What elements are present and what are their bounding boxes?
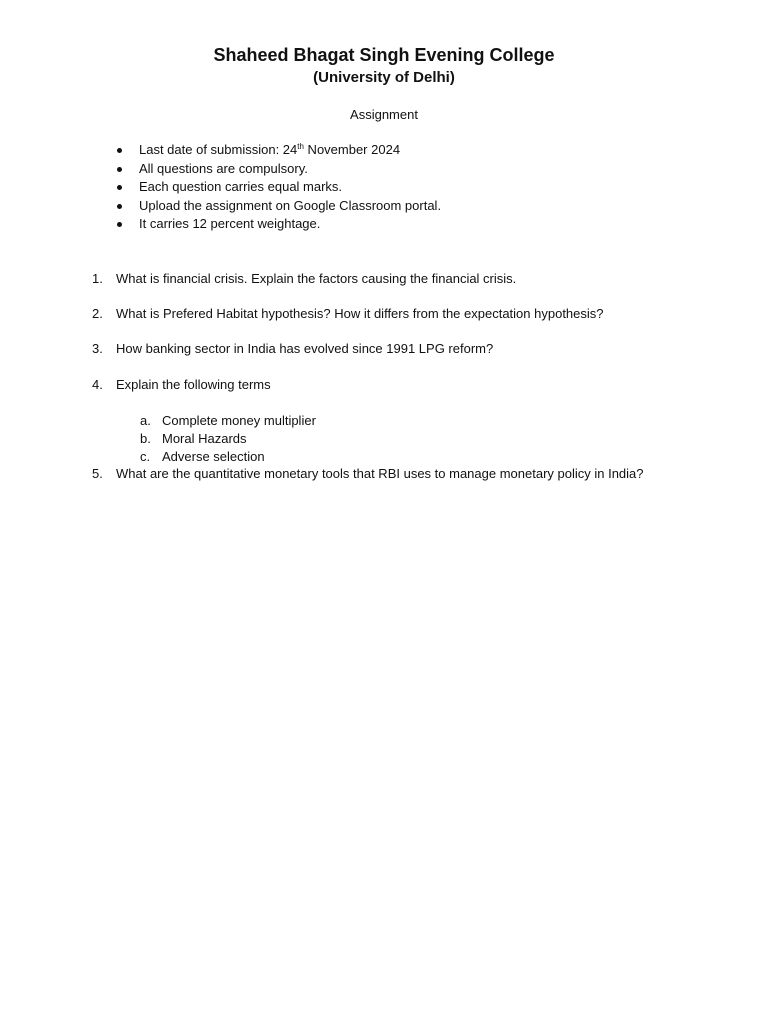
submission-date-prefix: Last date of submission: 24	[139, 142, 298, 157]
question-number: 5.	[92, 466, 103, 481]
question-2	[92, 305, 672, 323]
question-text: How banking sector in India has evolved since 1991 LPG reform?	[116, 341, 494, 356]
instruction-compulsory	[113, 160, 441, 179]
question-text: What is Prefered Habitat hypothesis? How it differs from the expectation hypothesis?	[116, 306, 604, 321]
subterm-letter: a.	[140, 413, 151, 428]
bullet-icon	[117, 222, 122, 227]
subterm-c	[140, 448, 265, 466]
question-number: 1.	[92, 271, 103, 286]
subterm-a	[140, 412, 316, 430]
bullet-icon	[117, 204, 122, 209]
instruction-text: Upload the assignment on Google Classroom portal.	[139, 197, 442, 213]
question-4	[92, 376, 672, 394]
bullet-icon	[117, 167, 122, 172]
assignment-heading: Assignment	[350, 107, 418, 122]
instructions-list	[113, 141, 441, 234]
instruction-upload	[113, 197, 441, 216]
instruction-text: Each question carries equal marks.	[139, 179, 343, 194]
question-text: Explain the following terms	[116, 377, 271, 392]
question-3	[92, 340, 672, 358]
instruction-equal-marks	[113, 178, 441, 197]
instruction-submission-date	[113, 141, 441, 160]
subterm-letter: b.	[140, 431, 151, 446]
university-subtitle: (University of Delhi)	[313, 69, 455, 86]
subterm-letter: c.	[140, 449, 151, 464]
instruction-text: All questions are compulsory.	[139, 160, 308, 176]
question-number: 3.	[92, 341, 103, 356]
subterm-text: Adverse selection	[162, 449, 265, 464]
bullet-icon	[117, 148, 122, 153]
question-number: 2.	[92, 306, 103, 321]
college-title: Shaheed Bhagat Singh Evening College	[213, 45, 555, 65]
question-text: What are the quantitative monetary tools that RBI uses to manage monetary policy in India?	[116, 466, 644, 481]
question-text: What is financial crisis. Explain the factors causing the financial crisis.	[116, 271, 517, 286]
submission-date-suffix: November 2024	[303, 142, 401, 157]
bullet-icon	[117, 185, 122, 190]
subterm-text: Moral Hazards	[162, 431, 247, 446]
question-5	[92, 465, 672, 483]
submission-date-ordinal: th	[297, 142, 304, 151]
question-1	[92, 270, 672, 288]
instruction-weightage	[113, 215, 441, 234]
subterm-text: Complete money multiplier	[162, 413, 316, 428]
question-number: 4.	[92, 377, 103, 392]
subterm-b	[140, 430, 247, 448]
instruction-text: It carries 12 percent weightage.	[139, 216, 321, 231]
